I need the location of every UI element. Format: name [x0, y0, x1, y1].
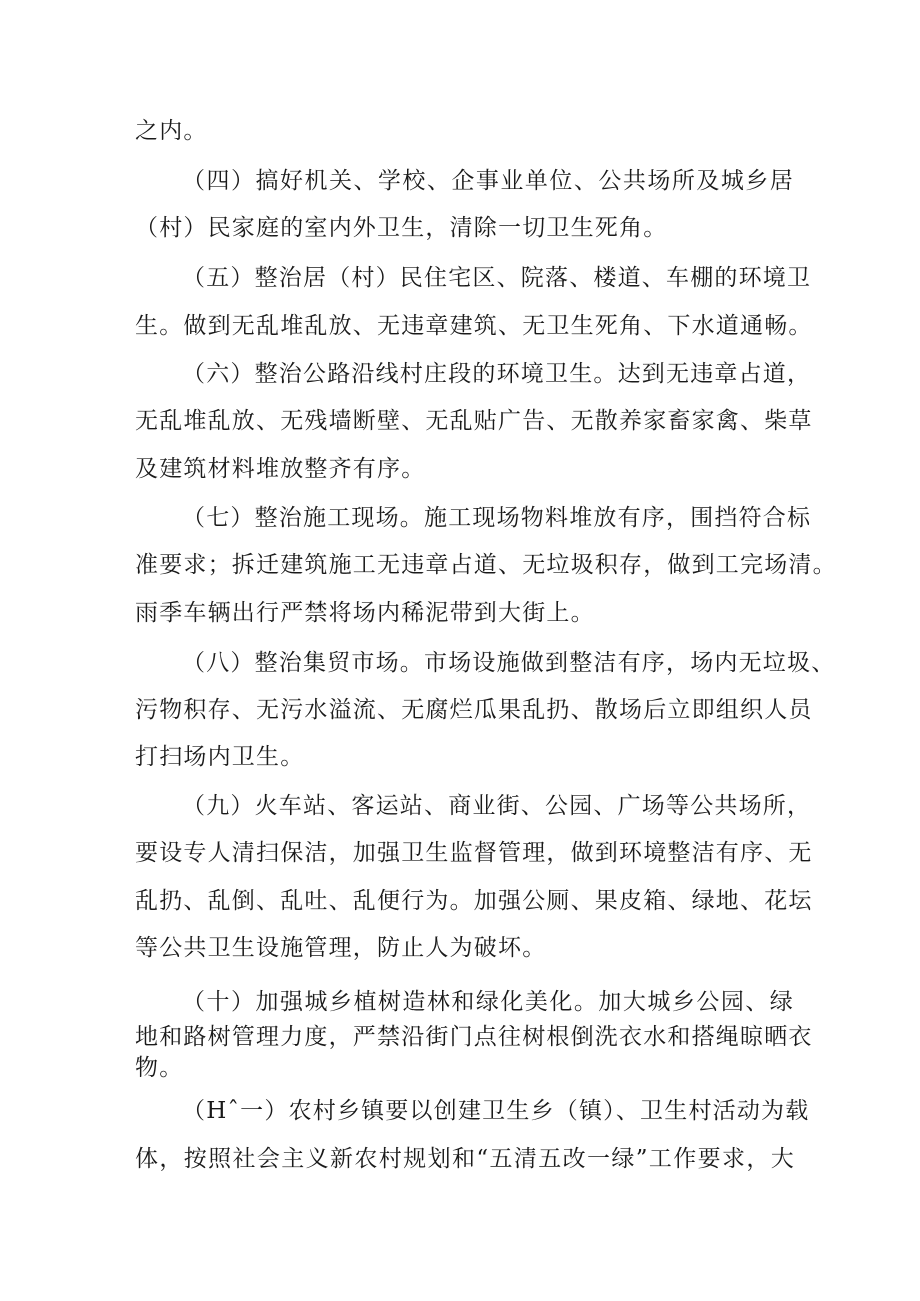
text-line: 物。: [135, 1055, 184, 1081]
text-line: （村）民家庭的室内外卫生，清除一切卫生死角。: [135, 215, 668, 241]
text-line: （十）加强城乡植树造林和绿化美化。加大城乡公园、绿: [182, 989, 794, 1015]
text-line: 之内。: [135, 118, 208, 144]
text-line: （八）整治集贸市场。市场设施做到整洁有序，场内无垃圾、: [182, 650, 836, 676]
text-line: 无乱堆乱放、无残墙断壁、无乱贴广告、无散养家畜家禽、柴草: [135, 408, 813, 434]
text-line: 要设专人清扫保洁，加强卫生监督管理，做到环境整洁有序、无: [135, 840, 813, 866]
text-line: （五）整治居（村）民住宅区、院落、楼道、车棚的环境卫: [182, 265, 812, 291]
text-line: 地和路树管理力度，严禁沿街门点往树根倒洗衣水和搭绳晾晒衣: [135, 1024, 813, 1050]
text-line: 及建筑材料堆放整齐有序。: [135, 456, 426, 482]
text-line: 打扫场内卫生。: [135, 744, 305, 770]
text-line: （四）搞好机关、学校、企事业单位、公共场所及城乡居: [182, 168, 794, 194]
text-line: 雨季车辆出行严禁将场内稀泥带到大街上。: [135, 600, 595, 626]
text-line: 生。做到无乱堆乱放、无违章建筑、无卫生死角、下水道通畅。: [135, 313, 813, 339]
text-line: 乱扔、乱倒、乱吐、乱便行为。加强公厕、果皮箱、绿地、花坛: [135, 888, 813, 914]
text-line: （Hˆ一）农村乡镇要以创建卫生乡（镇）、卫生村活动为载: [182, 1098, 810, 1124]
text-line: （七）整治施工现场。施工现场物料堆放有序，围挡符合标: [182, 505, 812, 531]
text-line: 准要求；拆迁建筑施工无违章占道、无垃圾积存，做到工完场清。: [135, 552, 837, 578]
text-line: 等公共卫生设施管理，防止人为破坏。: [135, 935, 547, 961]
text-line: （九）火车站、客运站、商业街、公园、广场等公共场所，: [182, 793, 812, 819]
text-line: 体，按照社会主义新农村规划和“五清五改一绿”工作要求，大: [135, 1146, 795, 1172]
text-line: （六）整治公路沿线村庄段的环境卫生。达到无违章占道，: [182, 361, 812, 387]
text-line: 污物积存、无污水溢流、无腐烂瓜果乱扔、散场后立即组织人员: [135, 697, 813, 723]
